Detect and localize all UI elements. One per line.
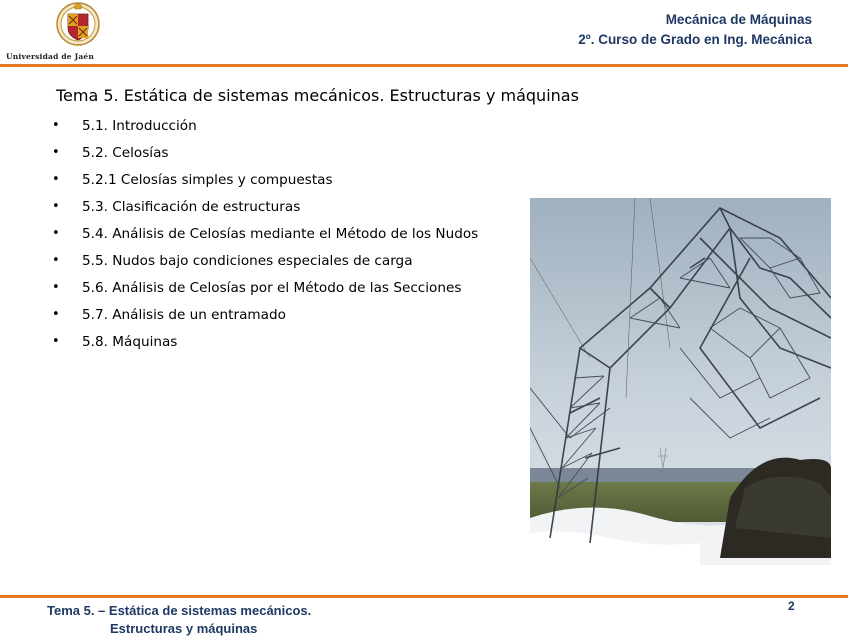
bullet: • <box>52 199 60 214</box>
course-name: Mecánica de Máquinas <box>665 12 812 27</box>
header-divider <box>0 64 848 67</box>
list-item <box>48 170 478 197</box>
list-item <box>48 224 478 251</box>
list-item-label: 5.8. Máquinas <box>82 334 178 350</box>
university-seal-icon <box>56 2 100 50</box>
course-info <box>578 10 812 50</box>
university-logo <box>6 2 132 62</box>
page-number: 2 <box>788 599 795 613</box>
collapsed-electric-tower-photo <box>530 198 831 565</box>
bullet: • <box>52 280 60 295</box>
list-item-label: 5.4. Análisis de Celosías mediante el Método de los Nudos <box>82 226 479 242</box>
course-degree: 2º. Curso de Grado en Ing. Mecánica <box>578 32 812 47</box>
bullet: • <box>52 118 60 133</box>
bullet: • <box>52 226 60 241</box>
list-item <box>48 116 478 143</box>
list-item <box>48 332 478 359</box>
bullet: • <box>52 307 60 322</box>
list-item <box>48 305 478 332</box>
slide-title: Tema 5. Estática de sistemas mecánicos. Estructuras y máquinas <box>56 86 579 105</box>
bullet: • <box>52 145 60 160</box>
list-item <box>48 278 478 305</box>
footer-title-line2: Estructuras y máquinas <box>110 621 258 636</box>
list-item-label: 5.6. Análisis de Celosías por el Método de las Secciones <box>82 280 462 296</box>
slide-header <box>0 0 848 64</box>
footer-title-line1: Tema 5. – Estática de sistemas mecánicos. <box>47 603 312 618</box>
list-item-label: 5.7. Análisis de un entramado <box>82 307 286 323</box>
bullet: • <box>52 172 60 187</box>
collapsed-tower-photo <box>530 198 831 565</box>
bullet: • <box>52 253 60 268</box>
list-item <box>48 197 478 224</box>
footer-title <box>47 602 311 636</box>
list-item <box>48 143 478 170</box>
footer-divider <box>0 595 848 598</box>
list-item <box>48 251 478 278</box>
list-item-label: 5.3. Clasificación de estructuras <box>82 199 301 215</box>
list-item-label: 5.2. Celosías <box>82 145 169 161</box>
list-item-label: 5.5. Nudos bajo condiciones especiales de carga <box>82 253 413 269</box>
list-item-label: 5.1. Introducción <box>82 118 197 134</box>
university-name: Universidad de Jaén <box>6 52 95 61</box>
bullet: • <box>52 334 60 349</box>
topic-list <box>48 116 478 359</box>
list-item-label: 5.2.1 Celosías simples y compuestas <box>82 172 333 188</box>
